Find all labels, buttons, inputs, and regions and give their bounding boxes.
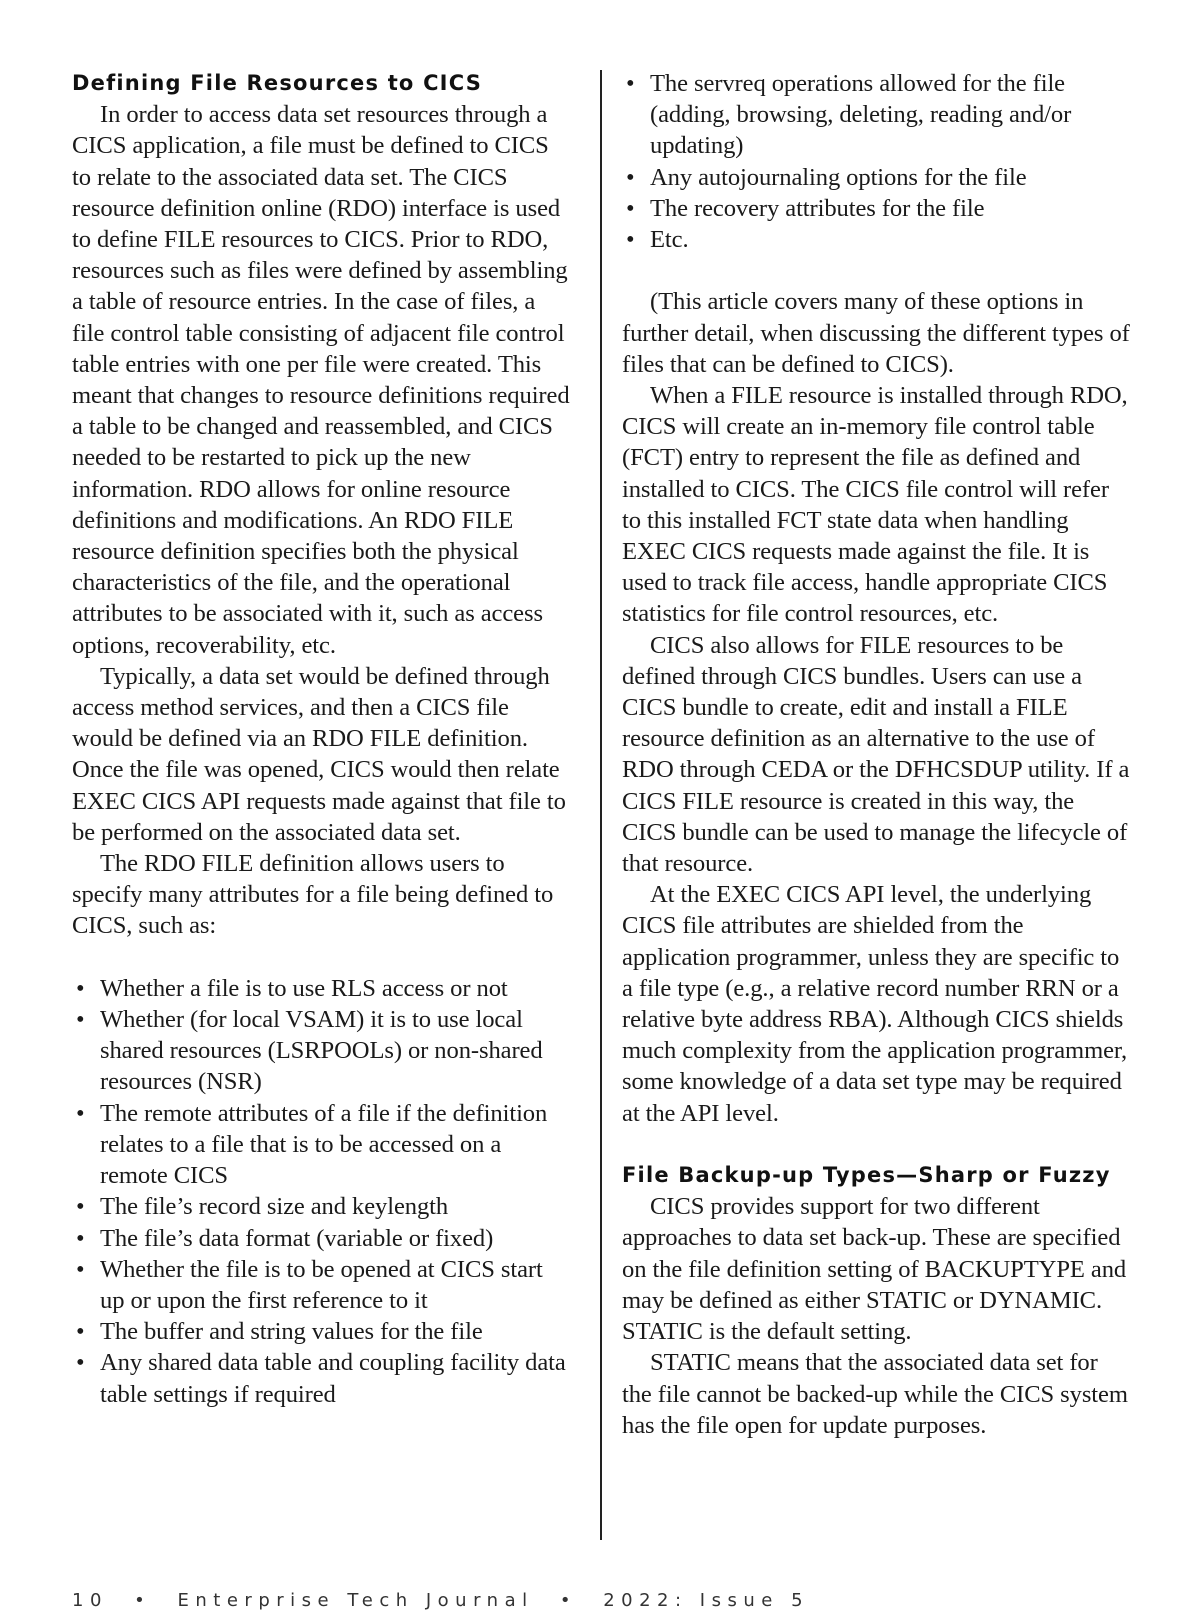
list-item: • Whether (for local VSAM) it is to use local shared resources (LSRPOOLs) or non-shared resources (NSR) [72, 1004, 572, 1098]
spacer [622, 255, 1132, 286]
page-number: 10 [72, 1590, 108, 1611]
footer-separator: • [559, 1590, 577, 1611]
list-item: • The recovery attributes for the file [622, 193, 1132, 224]
body-paragraph: The RDO FILE definition allows users to specify many attributes for a file being defined to CICS, such as: [72, 850, 554, 940]
list-item: • Whether the file is to be opened at CICS start up or upon the first reference to it [72, 1254, 572, 1316]
section-heading: File Backup-up Types—Sharp or Fuzzy [622, 1163, 1111, 1188]
attribute-list-continued [622, 68, 1132, 255]
column-divider [600, 70, 602, 1540]
body-paragraph: When a FILE resource is installed through RDO, CICS will create an in-memory file control table (FCT) entry to represent the file as defined and installed to CICS. The CICS file control will refer to this installed FCT state data when handling EXEC CICS requests made against the file. It is used to track file access, handle appropriate CICS statistics for file control resources, etc. [622, 382, 1128, 628]
list-item: • The buffer and string values for the file [72, 1316, 572, 1347]
list-item: • Any autojournaling options for the file [622, 162, 1132, 193]
body-paragraph: (This article covers many of these options in further detail, when discussing the different types of files that can be defined to CICS). [622, 288, 1130, 378]
publication-name: Enterprise Tech Journal [177, 1590, 534, 1611]
footer-separator: • [134, 1590, 152, 1611]
body-paragraph: Typically, a data set would be defined through access method services, and then a CICS file would be defined via an RDO FILE definition. Once the file was opened, CICS would then relate EXEC CICS API requests made against that file to be performed on the associated data set. [72, 662, 566, 846]
body-paragraph: CICS provides support for two different approaches to data set back-up. These are specified on the file definition setting of BACKUPTYPE and may be defined as either STATIC or DYNAMIC. STATIC is the default setting. [622, 1193, 1127, 1346]
body-paragraph: In order to access data set resources through a CICS application, a file must be defined to CICS to relate to the associated data set. The CICS resource definition online (RDO) interface is used to define FILE resources to CICS. Prior to RDO, resources such as files were defined by assembling a table of resource entries. In the case of files, a file control table consisting of adjacent file control table entries with one per file were created. This meant that changes to resource definitions required a table to be changed and reassembled, and CICS needed to be restarted to pick up the new information. RDO allows for online resource definitions and modifications. An RDO FILE resource definition specifies both the physical characteristics of the file, and the operational attributes to be associated with it, such as access options, recoverability, etc. [72, 101, 570, 659]
body-paragraph: STATIC means that the associated data set for the file cannot be backed-up while the CICS system has the file open for update purposes. [622, 1349, 1128, 1439]
list-item: • The servreq operations allowed for the file (adding, browsing, deleting, reading and/or updating) [622, 68, 1132, 162]
list-item: • The file’s record size and keylength [72, 1191, 572, 1222]
spacer [622, 1129, 1132, 1160]
attribute-list [72, 973, 572, 1410]
page-footer [72, 1590, 809, 1611]
body-paragraph: CICS also allows for FILE resources to be defined through CICS bundles. Users can use a CICS bundle to create, edit and install a FILE resource definition as an alternative to the use of RDO through CEDA or the DFHCSDUP utility. If a CICS FILE resource is created in this way, the CICS bundle can be used to manage the lifecycle of that resource. [622, 631, 1130, 878]
body-paragraph: At the EXEC CICS API level, the underlying CICS file attributes are shielded from the application programmer, unless they are specific to a file type (e.g., a relative record number RRN or a relative byte address RBA). Although CICS shields much complexity from the application programmer, some knowledge of a data set type may be required at the API level. [622, 881, 1128, 1127]
issue-label: 2022: Issue 5 [603, 1590, 810, 1611]
list-item: • Etc. [622, 224, 1132, 255]
left-column [72, 68, 572, 1410]
right-column [622, 68, 1132, 1441]
list-item: • The remote attributes of a file if the definition relates to a file that is to be accessed on a remote CICS [72, 1098, 572, 1192]
spacer [72, 942, 572, 973]
list-item: • Any shared data table and coupling facility data table settings if required [72, 1347, 572, 1409]
list-item: • The file’s data format (variable or fixed) [72, 1223, 572, 1254]
section-heading: Defining File Resources to CICS [72, 71, 483, 95]
list-item: • Whether a file is to use RLS access or not [72, 973, 572, 1004]
